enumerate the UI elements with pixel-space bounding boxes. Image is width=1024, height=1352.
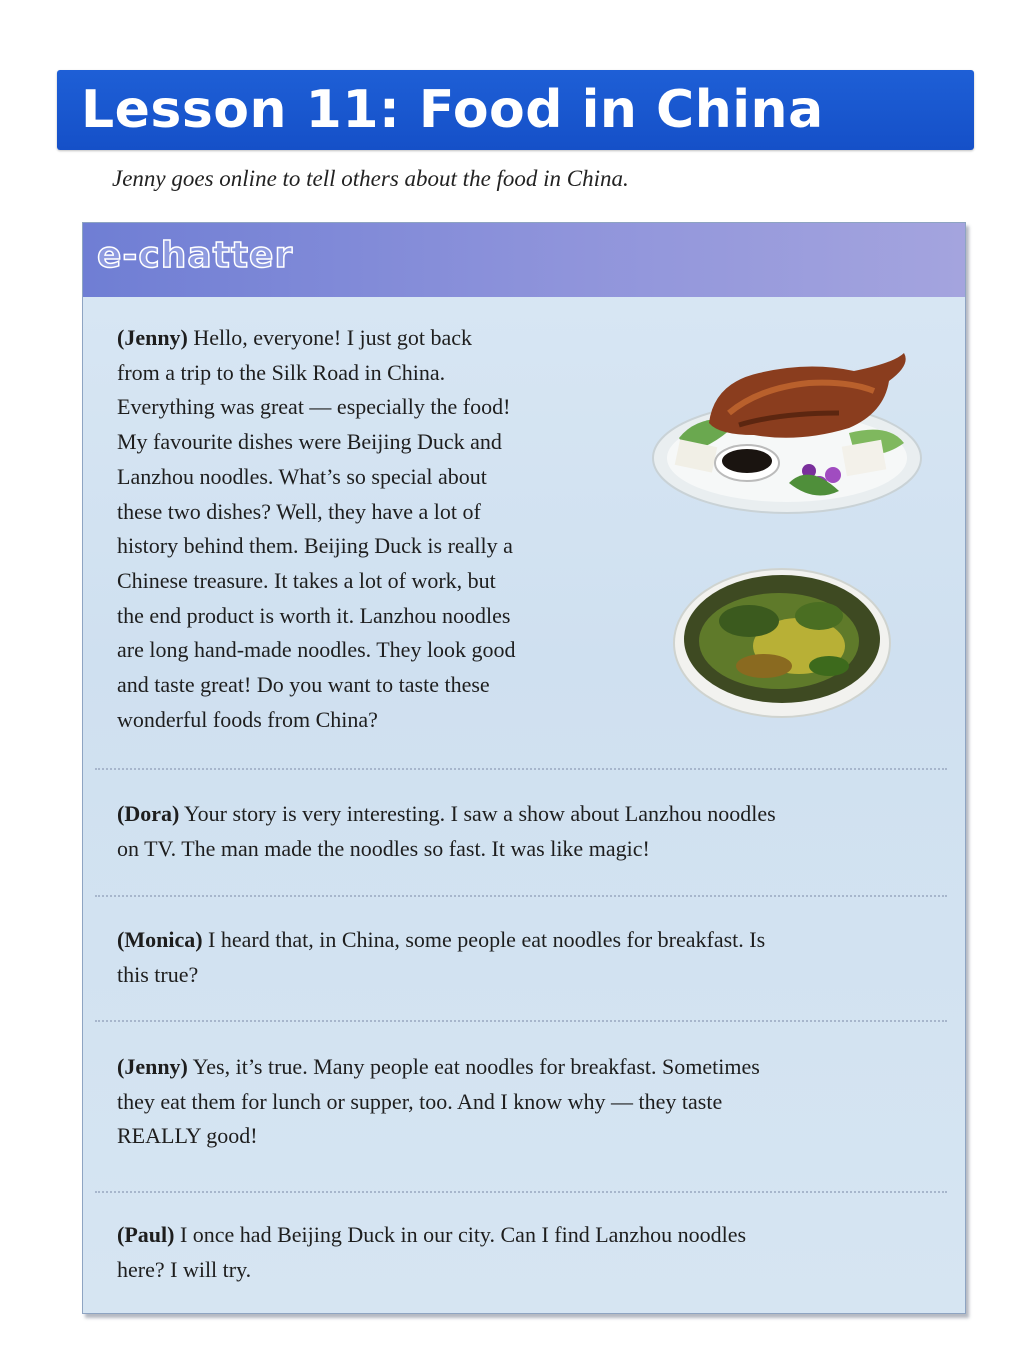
- post-line: [117, 1119, 760, 1154]
- post-line: [117, 832, 776, 867]
- lesson-title: Lesson 11: Food in China: [81, 80, 824, 140]
- panel-header: [83, 223, 965, 297]
- lanzhou-noodles-image: [669, 561, 895, 721]
- post-line: [117, 1050, 760, 1085]
- post-author: (Jenny): [117, 1054, 188, 1079]
- post-jenny-2: [117, 1050, 760, 1154]
- post-author: (Monica): [117, 927, 203, 952]
- post-text: they eat them for lunch or supper, too. And I know why — they taste: [117, 1088, 723, 1114]
- post-text: Hello, everyone! I just got back: [193, 325, 472, 350]
- post-line: [117, 390, 516, 425]
- post-text: Chinese treasure. It takes a lot of work, but: [117, 567, 496, 593]
- e-chatter-logo: e-chatter: [97, 235, 294, 276]
- post-text: I once had Beijing Duck in our city. Can I find Lanzhou noodles: [179, 1222, 747, 1247]
- post-line: [117, 1253, 746, 1288]
- post-text: these two dishes? Well, they have a lot of: [117, 498, 481, 524]
- post-line: [117, 599, 516, 634]
- post-line: [117, 797, 776, 832]
- post-text: and taste great! Do you want to taste these: [117, 672, 490, 698]
- lesson-subtitle: Jenny goes online to tell others about the food in China.: [112, 166, 629, 191]
- beijing-duck-image: [649, 343, 925, 523]
- post-text: Yes, it’s true. Many people eat noodles for breakfast. Sometimes: [192, 1054, 760, 1079]
- post-line: [117, 1218, 746, 1253]
- post-text: are long hand-made noodles. They look good: [117, 637, 516, 663]
- post-line: [117, 356, 516, 391]
- post-text: Everything was great — especially the food!: [117, 394, 511, 420]
- divider: [95, 895, 947, 897]
- post-author: (Jenny): [117, 325, 188, 350]
- post-text: on TV. The man made the noodles so fast. It was like magic!: [117, 835, 650, 861]
- post-line: [117, 425, 516, 460]
- post-text: wonderful foods from China?: [117, 706, 378, 732]
- post-line: [117, 703, 516, 738]
- beijing-duck-icon: [649, 343, 925, 523]
- post-paul: [117, 1218, 746, 1287]
- divider: [95, 1191, 947, 1193]
- lesson-title-bar: [57, 70, 974, 150]
- post-text: the end product is worth it. Lanzhou noodles: [117, 602, 511, 628]
- post-text: REALLY good!: [117, 1123, 258, 1149]
- divider: [95, 768, 947, 770]
- post-line: [117, 495, 516, 530]
- post-monica: [117, 923, 765, 992]
- post-text: here? I will try.: [117, 1256, 252, 1282]
- post-text: from a trip to the Silk Road in China.: [117, 359, 446, 385]
- post-line: [117, 633, 516, 668]
- post-line: [117, 923, 765, 958]
- post-line: [117, 564, 516, 599]
- post-text: Lanzhou noodles. What’s so special about: [117, 463, 487, 489]
- post-text: this true?: [117, 961, 199, 987]
- post-text: history behind them. Beijing Duck is really a: [117, 533, 513, 559]
- post-line: [117, 460, 516, 495]
- post-text: Your story is very interesting. I saw a show about Lanzhou noodles: [184, 801, 776, 826]
- post-dora: [117, 797, 776, 866]
- post-text: I heard that, in China, some people eat noodles for breakfast. Is: [208, 927, 766, 952]
- post-author: (Dora): [117, 801, 180, 826]
- post-jenny-1: [117, 321, 516, 737]
- divider: [95, 1020, 947, 1022]
- e-chatter-panel: [82, 222, 966, 1314]
- post-line: [117, 958, 765, 993]
- post-text: My favourite dishes were Beijing Duck and: [117, 429, 502, 455]
- post-line: [117, 1085, 760, 1120]
- lanzhou-noodles-icon: [669, 561, 895, 721]
- post-line: [117, 321, 516, 356]
- post-line: [117, 529, 516, 564]
- post-line: [117, 668, 516, 703]
- post-author: (Paul): [117, 1222, 175, 1247]
